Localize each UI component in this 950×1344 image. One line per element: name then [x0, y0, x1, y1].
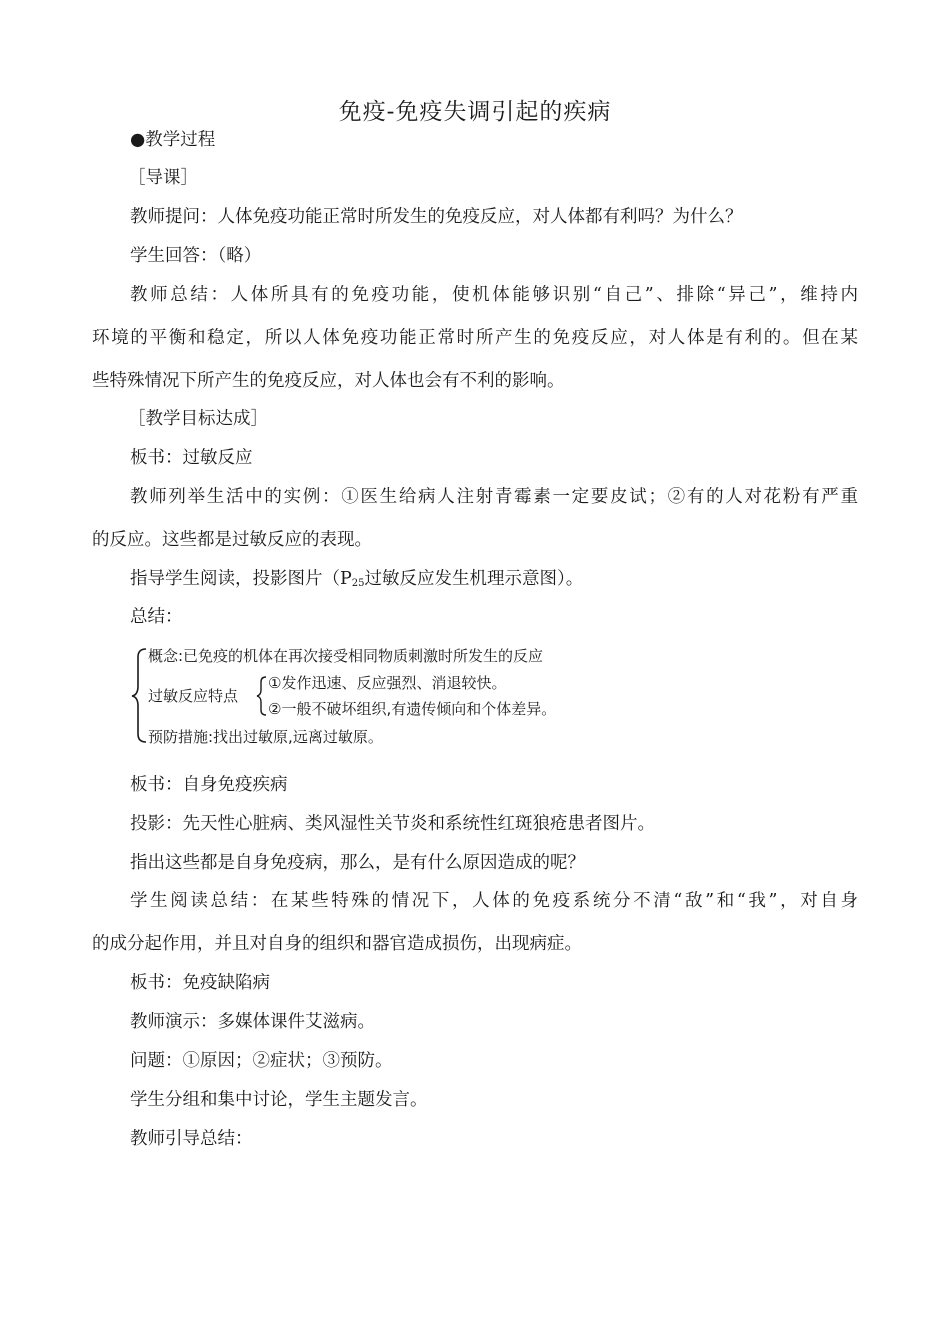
examples-line-1: 教师列举生活中的实例：①医生给病人注射青霉素一定要皮试；②有的人对花粉有严重 — [130, 487, 858, 507]
teacher-summary-line-2: 环境的平衡和稳定，所以人体免疫功能正常时所产生的免疫反应，对人体是有利的。但在某 — [92, 328, 858, 348]
teacher-demo: 教师演示：多媒体课件艾滋病。 — [130, 1012, 375, 1032]
section-heading: ●教学过程 — [130, 130, 216, 150]
teacher-question: 教师提问：人体免疫功能正常时所发生的免疫反应，对人体都有利吗？为什么？ — [130, 207, 743, 227]
student-answer: 学生回答：（略） — [130, 246, 262, 266]
document-title: 免疫-免疫失调引起的疾病 — [338, 99, 612, 125]
guide-read-prefix: 指导学生阅读，投影图片（P — [130, 569, 352, 589]
discussion: 学生分组和集中讨论，学生主题发言。 — [130, 1090, 428, 1110]
feature-2-text: ②一般不破坏组织,有遗传倾向和个体差异。 — [268, 700, 557, 718]
allergy-summary-diagram — [130, 640, 650, 752]
feature-1-text: ①发作迅速、反应强烈、消退较快。 — [268, 674, 507, 692]
teacher-summary-line-3: 些特殊情况下所产生的免疫反应，对人体也会有不利的影响。 — [92, 371, 565, 391]
teacher-guide-summary: 教师引导总结： — [130, 1129, 253, 1149]
board-autoimmune: 板书：自身免疫疾病 — [130, 775, 288, 795]
goal-label: ［教学目标达成］ — [128, 409, 268, 429]
questions: 问题：①原因；②症状；③预防。 — [130, 1051, 393, 1071]
board-allergy: 板书：过敏反应 — [130, 448, 253, 468]
page-subscript: 25 — [351, 578, 365, 589]
guide-read — [130, 567, 583, 596]
point-out: 指出这些都是自身免疫病，那么，是有什么原因造成的呢？ — [130, 853, 585, 873]
student-summary-line-2: 的成分起作用，并且对自身的组织和器官造成损伤，出现病症。 — [92, 934, 582, 954]
student-summary-line-1: 学生阅读总结：在某些特殊的情况下，人体的免疫系统分不清“敌”和“我”，对自身 — [130, 891, 858, 911]
guide-read-suffix: 过敏反应发生机理示意图）。 — [364, 569, 584, 589]
prevention-text: 预防措施:找出过敏原,远离过敏原。 — [148, 728, 383, 746]
intro-label: ［导课］ — [128, 168, 198, 188]
examples-line-2: 的反应。这些都是过敏反应的表现。 — [92, 530, 372, 550]
projection: 投影：先天性心脏病、类风湿性关节炎和系统性红斑狼疮患者图片。 — [130, 814, 655, 834]
features-label: 过敏反应特点 — [148, 687, 239, 705]
summary-label: 总结： — [130, 607, 183, 627]
board-immunodeficiency: 板书：免疫缺陷病 — [130, 973, 270, 993]
concept-text: 概念:已免疫的机体在再次接受相同物质刺激时所发生的反应 — [148, 647, 544, 665]
teacher-summary-line-1: 教师总结：人体所具有的免疫功能，使机体能够识别“自己”、排除“异己”，维持内 — [130, 285, 858, 305]
